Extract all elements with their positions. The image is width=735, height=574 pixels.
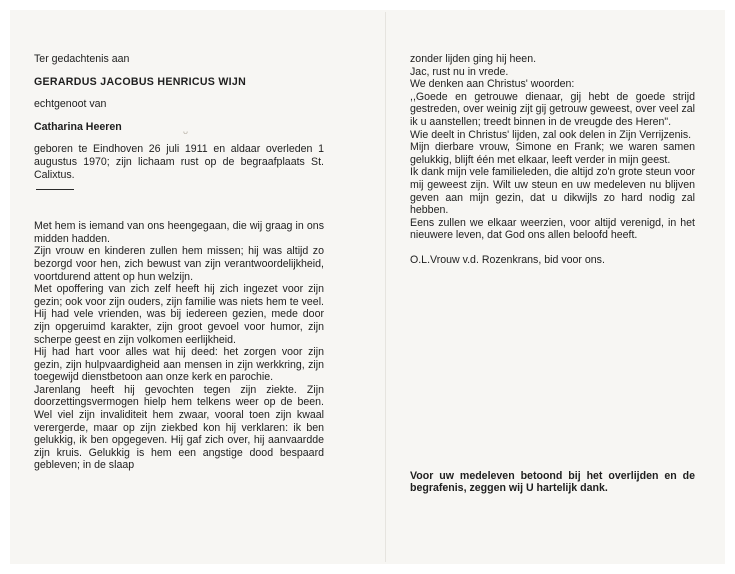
left-column <box>34 53 324 472</box>
right-paragraph-8: Eens zullen we elkaar weerzien, voor altijd verenigd, in het nieuwere leven, dat God ons allen beloofd heeft. <box>410 216 695 242</box>
card-fold-line <box>385 12 386 562</box>
thanks-note: Voor uw medeleven betoond bij het overlijden en de begrafenis, zeggen wij U hartelijk dank. <box>410 469 695 495</box>
left-paragraph-5: Jarenlang heeft hij gevochten tegen zijn ziekte. Zijn doorzettingsvermogen hielp hem telkens weer op de been. Wel viel zijn invaliditeit hem zwaar, vooral toen zijn kwaal verergerde, maar op zijn ziekbed kon hij verklaren: ik ben gelukkig, ik ben opgegeven. Hij gaf zich over, hij aanvaardde zijn kruis. Gelukkig is hem een angstige dood bespaard gebleven; in de slaap <box>34 383 324 472</box>
left-paragraph-1: Met hem is iemand van ons heengegaan, die wij graag in ons midden hadden. <box>34 220 324 245</box>
birth-death-text: geboren te Eindhoven 26 juli 1911 en aldaar overleden 1 augustus 1970; zijn lichaam rust op de begraafplaats St. Calixtus. <box>34 143 324 181</box>
deceased-name: GERARDUS JACOBUS HENRICUS WIJN <box>34 75 247 88</box>
right-column <box>410 53 695 267</box>
spouse-intro: echtgenoot van <box>34 98 107 111</box>
left-paragraph-3: Met opoffering van zich zelf heeft hij zich ingezet voor zijn gezin; ook voor zijn ouders, zijn familie was niets hem te veel. Hij had vele vrienden, was bij iedereen gezien, mede door zijn opgeruimd karakter, zijn groot gevoel voor humor, zijn scherpe geest en zijn volkomen eerlijkheid. <box>34 283 324 346</box>
print-mark: ᴗ <box>183 126 189 136</box>
right-paragraph-6: Mijn dierbare vrouw, Simone en Frank; we waren samen gelukkig, blijft één met elkaar, leeft verder in mijn geest. <box>410 141 695 166</box>
right-paragraph-1: zonder lijden ging hij heen. <box>410 53 537 65</box>
intro-text: Ter gedachtenis aan <box>34 53 130 65</box>
right-paragraph-7: Ik dank mijn vele familieleden, die altijd zo'n grote steun voor mij geweest zijn. Wilt uw steun en uw medeleven nu blijven geven aan mijn gezin, dat u dikwijls zo hard nodig zal hebben. <box>410 166 695 217</box>
left-paragraph-2: Zijn vrouw en kinderen zullen hem missen; hij was altijd zo bezorgd voor hen, zich bewust van zijn verantwoordelijkheid, voortdurend attent op hun welzijn. <box>34 245 324 283</box>
spouse-name: Catharina Heeren <box>34 120 122 133</box>
right-paragraph-4: ,,Goede en getrouwe dienaar, gij hebt de goede strijd gestreden, over weinig zijt gij getrouw geweest, over veel zal ik u aanstellen; treedt binnen in de vreugde des Heren". <box>410 90 695 128</box>
left-paragraph-4: Hij had hart voor alles wat hij deed: het zorgen voor zijn gezin, zijn hulpvaardigheid aan mensen in zijn werkkring, zijn toegewijd dienstbetoon aan onze kerk en parochie. <box>34 346 324 384</box>
right-paragraph-5: Wie deelt in Christus' lijden, zal ook delen in Zijn Verrijzenis. <box>410 128 692 141</box>
right-paragraph-3: We denken aan Christus' woorden: <box>410 78 575 91</box>
right-paragraph-2: Jac, rust nu in vrede. <box>410 65 509 78</box>
prayer-line: O.L.Vrouw v.d. Rozenkrans, bid voor ons. <box>410 253 605 266</box>
